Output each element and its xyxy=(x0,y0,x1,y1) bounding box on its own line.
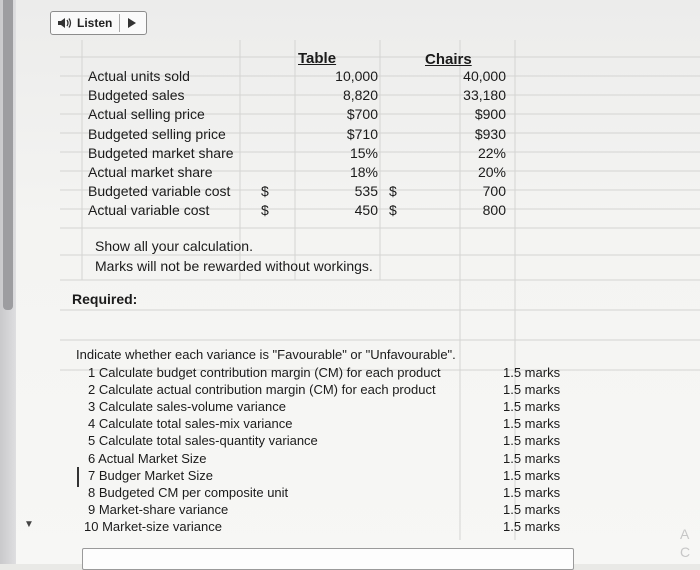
table-value: $700 xyxy=(346,106,378,123)
column-header-table: Table xyxy=(298,50,337,67)
marks-value: 1.5 marks xyxy=(503,467,561,483)
question-item: 3 Calculate sales-volume variance xyxy=(88,399,286,415)
column-header-chairs: Chairs xyxy=(425,51,472,68)
edge-artifact: A C xyxy=(680,526,691,560)
collapse-arrow-icon[interactable]: ▼ xyxy=(24,519,34,530)
chairs-value: 700 xyxy=(482,183,506,200)
listen-button[interactable] xyxy=(50,11,147,35)
question-intro: Indicate whether each variance is "Favourable" or "Unfavourable". xyxy=(76,347,456,362)
marks-value: 1.5 marks xyxy=(503,382,561,398)
table-value: 450 xyxy=(354,202,378,219)
play-icon[interactable] xyxy=(127,17,137,31)
row-label: Budgeted market share xyxy=(88,144,234,161)
question-item: 9 Market-share variance xyxy=(88,501,229,517)
question-item: 2 Calculate actual contribution margin (CM) for each product xyxy=(88,382,436,398)
chairs-value: $930 xyxy=(474,125,506,142)
question-item: 1 Calculate budget contribution margin (CM) for each product xyxy=(88,365,441,380)
answer-input[interactable] xyxy=(82,548,574,570)
marks-value: 1.5 marks xyxy=(503,416,561,432)
marks-value: 1.5 marks xyxy=(503,484,561,500)
listen-divider xyxy=(119,14,120,32)
table-value: $710 xyxy=(346,125,378,142)
table-value: 10,000 xyxy=(335,68,378,84)
chairs-value: 20% xyxy=(477,164,506,180)
marks-value: 1.5 marks xyxy=(503,501,561,517)
marks-value: 1.5 marks xyxy=(503,433,561,449)
currency-symbol: $ xyxy=(261,183,269,200)
currency-symbol: $ xyxy=(261,202,269,219)
question-item: 6 Actual Market Size xyxy=(88,450,207,466)
note-line-1: Show all your calculation. xyxy=(95,238,253,254)
currency-symbol: $ xyxy=(389,183,397,200)
chairs-value: 33,180 xyxy=(463,87,506,104)
marks-value: 1.5 marks xyxy=(503,518,561,534)
table-value: 535 xyxy=(354,183,378,200)
row-label: Budgeted variable cost xyxy=(88,183,231,200)
chairs-value: 40,000 xyxy=(463,68,506,84)
left-scrollbar[interactable] xyxy=(0,0,16,564)
question-item: 5 Calculate total sales-quantity variance xyxy=(88,433,318,449)
chairs-value: $900 xyxy=(474,106,506,123)
question-item: 4 Calculate total sales-mix variance xyxy=(88,416,293,432)
chairs-value: 800 xyxy=(482,202,506,219)
row-label: Actual market share xyxy=(88,164,213,180)
row-label: Actual selling price xyxy=(88,106,205,123)
speaker-icon xyxy=(57,17,73,29)
marks-value: 1.5 marks xyxy=(503,450,561,466)
row-label: Actual variable cost xyxy=(88,202,210,219)
marks-value: 1.5 marks xyxy=(503,399,561,415)
currency-symbol: $ xyxy=(389,202,397,219)
table-value: 8,820 xyxy=(342,87,378,104)
question-item: 7 Budger Market Size xyxy=(88,467,214,483)
scroll-thumb[interactable] xyxy=(3,0,13,310)
table-value: 18% xyxy=(349,164,378,180)
row-label: Actual units sold xyxy=(88,68,190,84)
required-heading: Required: xyxy=(72,291,138,307)
listen-label: Listen xyxy=(77,16,113,30)
text-cursor xyxy=(77,467,79,487)
row-label: Budgeted selling price xyxy=(88,125,226,142)
question-item: 8 Budgeted CM per composite unit xyxy=(88,484,289,500)
question-item: 10 Market-size variance xyxy=(84,518,222,534)
note-line-2: Marks will not be rewarded without workings. xyxy=(95,258,373,274)
row-label: Budgeted sales xyxy=(88,87,185,104)
table-value: 15% xyxy=(349,144,378,161)
chairs-value: 22% xyxy=(477,144,506,161)
marks-value: 1.5 marks xyxy=(503,365,561,380)
